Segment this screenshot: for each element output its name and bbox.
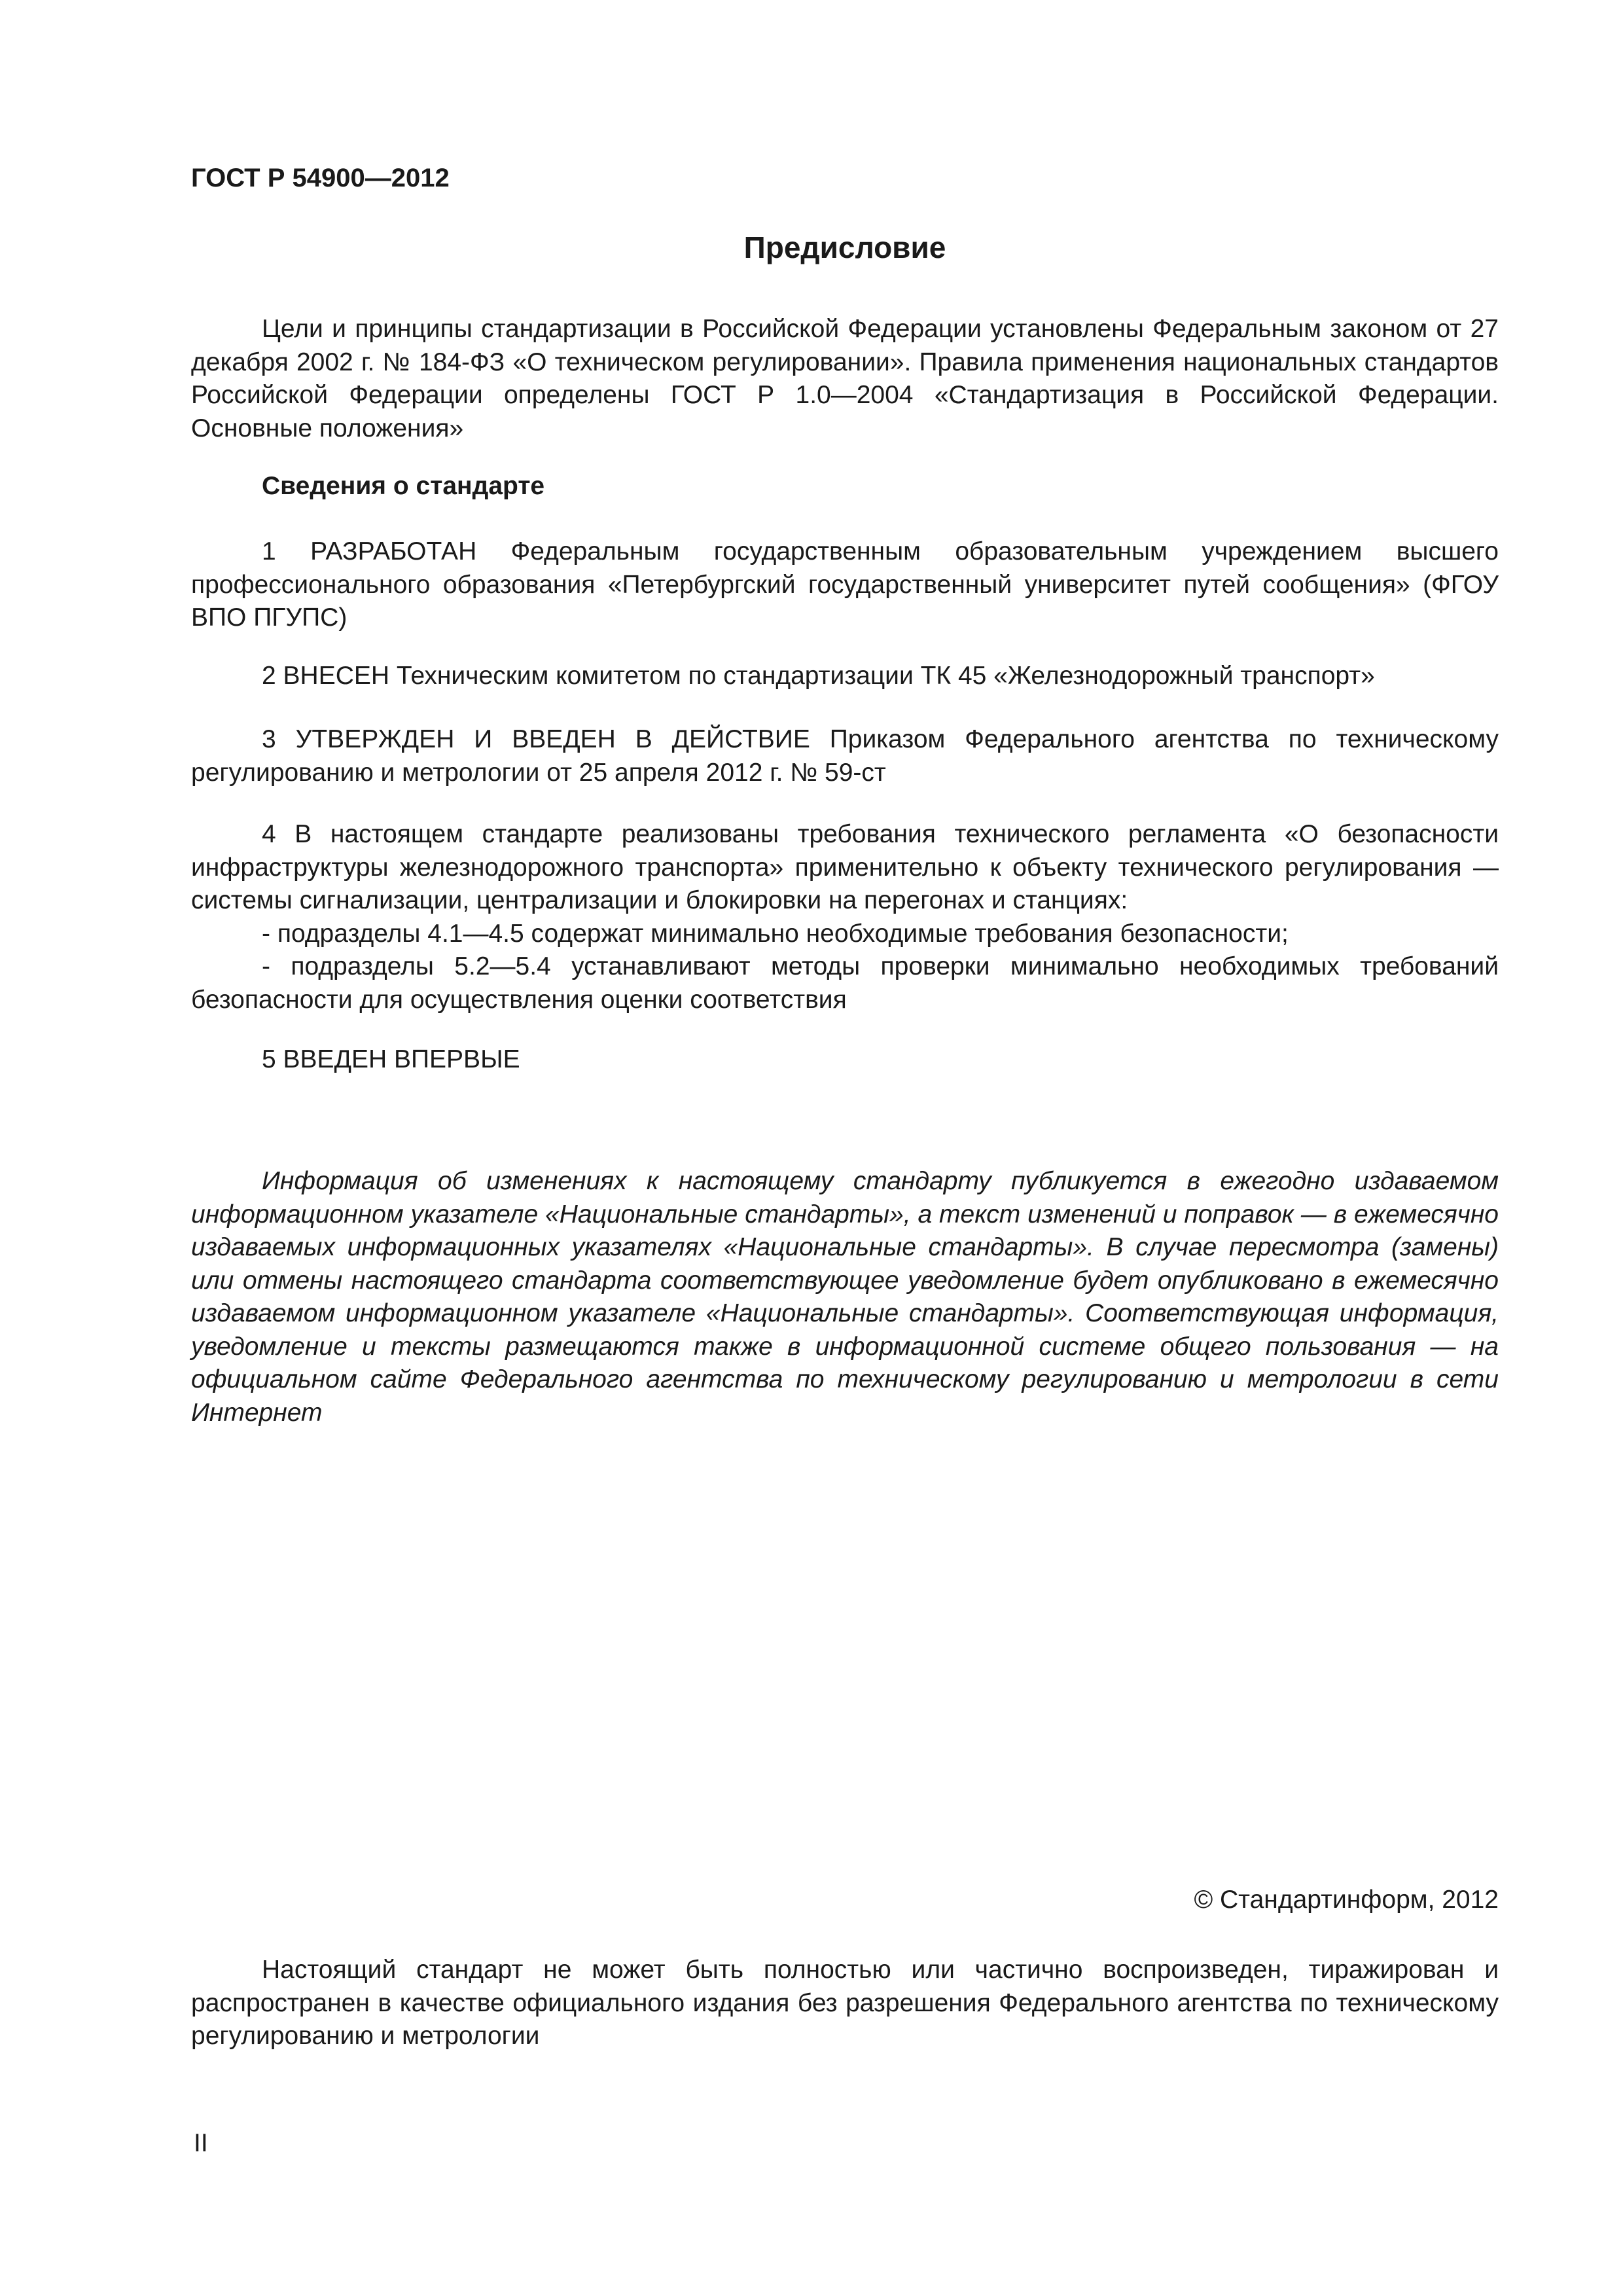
- page-title: Предисловие: [743, 230, 946, 264]
- standard-info-item-4: 4 В настоящем стандарте реализованы требования технического регламента «О безопасности инфраструктуры железнодорожного транспорта» применительно к объекту технического регулирования — системы сигнализации, централизации и блокировки на перегонах и станциях:: [191, 820, 1499, 914]
- standard-info-item-3: 3 УТВЕРЖДЕН И ВВЕДЕН В ДЕЙСТВИЕ Приказом Федерального агентства по техническому регулированию и метрологии от 25 апреля 2012 г. № 59-ст: [191, 725, 1499, 787]
- item-4-bullet-2: - подразделы 5.2—5.4 устанавливают методы проверки минимально необходимых требований безопасности для осуществления оценки соответствия: [191, 952, 1499, 1014]
- item-4-bullet-1: - подразделы 4.1—4.5 содержат минимально необходимые требования безопасности;: [262, 920, 1289, 948]
- standard-info-item-5: 5 ВВЕДЕН ВПЕРВЫЕ: [262, 1045, 520, 1073]
- standard-info-item-2: 2 ВНЕСЕН Техническим комитетом по стандартизации ТК 45 «Железнодорожный транспорт»: [262, 662, 1375, 690]
- copyright-line: © Стандартинформ, 2012: [1194, 1886, 1499, 1914]
- change-information-notice: Информация об изменениях к настоящему стандарту публикуется в ежегодно издаваемом информационном указателе «Национальные стандарты», а текст изменений и поправок — в ежемесячно издаваемых информационных указателях «Национальные стандарты». В случае пересмотра (замены) или отмены настоящего стандарта соответствующее уведомление будет опубликовано в ежемесячно издаваемом информационном указателе «Национальные стандарты». Соответствующая информация, уведомление и тексты размещаются также в информационной системе общего пользования — на официальном сайте Федерального агентства по техническому регулированию и метрологии в сети Интернет: [191, 1167, 1499, 1427]
- document-code: ГОСТ Р 54900—2012: [191, 164, 450, 192]
- page-number: II: [194, 2129, 208, 2157]
- standard-info-item-1: 1 РАЗРАБОТАН Федеральным государственным образовательным учреждением высшего профессионального образования «Петербургский государственный университет путей сообщения» (ФГОУ ВПО ПГУПС): [191, 537, 1499, 632]
- standard-info-heading: Сведения о стандарте: [262, 472, 545, 500]
- reproduction-notice: Настоящий стандарт не может быть полностью или частично воспроизведен, тиражирован и распространен в качестве официального издания без разрешения Федерального агентства по техническому регулированию и метрологии: [191, 1956, 1499, 2050]
- intro-paragraph: Цели и принципы стандартизации в Российской Федерации установлены Федеральным законом от 27 декабря 2002 г. № 184-ФЗ «О техническом регулировании». Правила применения национальных стандартов Российской Федерации определены ГОСТ Р 1.0—2004 «Стандартизация в Российской Федерации. Основные положения»: [191, 315, 1499, 442]
